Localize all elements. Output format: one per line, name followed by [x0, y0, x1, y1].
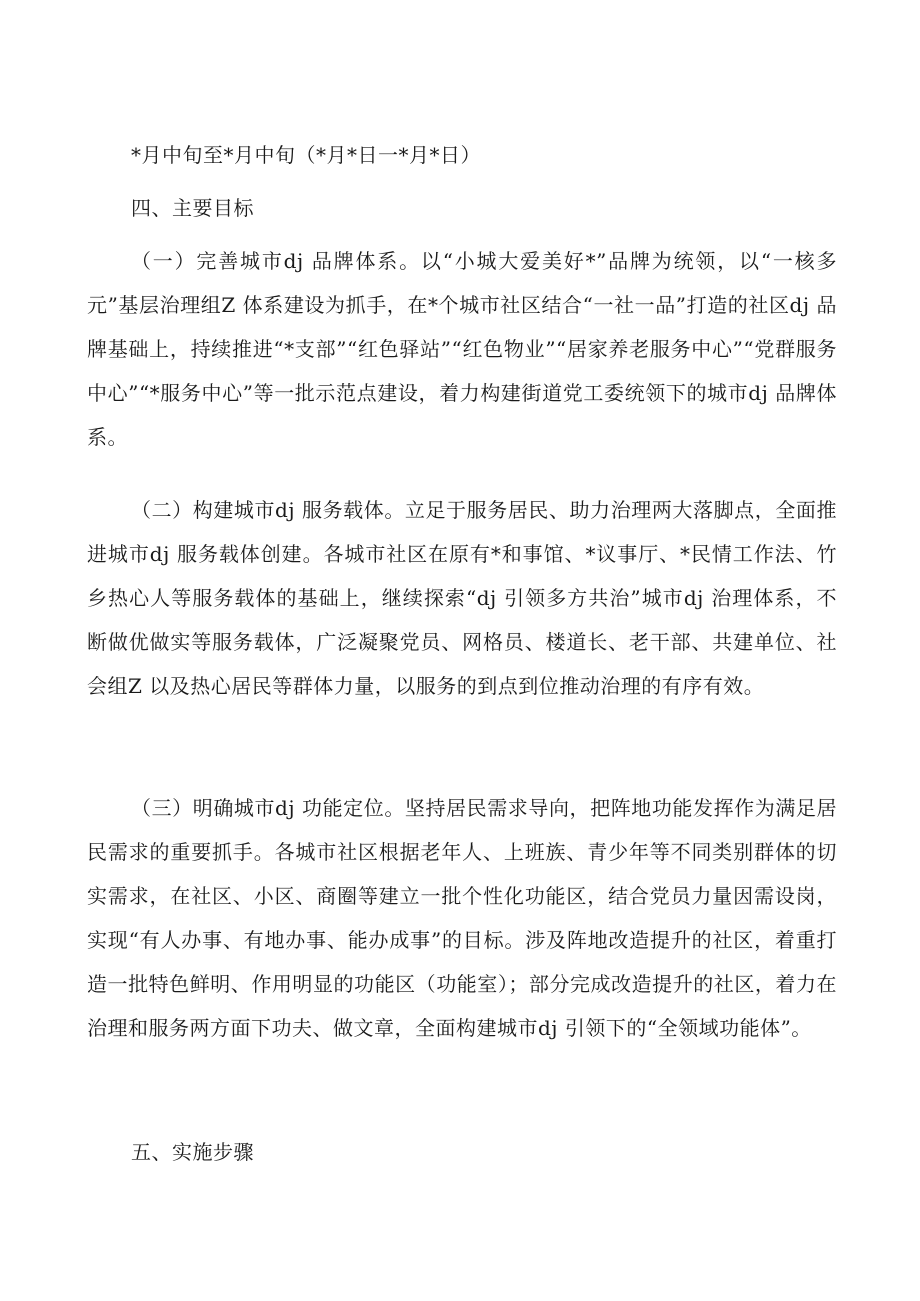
section-heading-implementation-steps: 五、实施步骤	[131, 1140, 254, 1164]
paragraph-service-carrier: （二）构建城市dj 服务载体。立足于服务居民、助力治理两大落脚点，全面推进城市dj 服务载体创建。各城市社区在原有*和事馆、*议事厅、*民情工作法、竹乡热心人等服务载体的基础上，继续探索“dj 引领多方共治”城市dj 治理体系，不断做优做实等服务载体，广泛凝聚党员、网格员、楼道长、老干部、共建单位、社会组Z 以及热心居民等群体力量，以服务的到点到位推动治理的有序有效。	[87, 498, 837, 698]
timeline-line: *月中旬至*月中旬（*月*日一*月*日）	[131, 143, 481, 167]
paragraph-function-positioning: （三）明确城市dj 功能定位。坚持居民需求导向，把阵地功能发挥作为满足居民需求的重要抓手。各城市社区根据老年人、上班族、青少年等不同类别群体的切实需求，在社区、小区、商圈等建立一批个性化功能区，结合党员力量因需设岗，实现“有人办事、有地办事、能办成事”的目标。涉及阵地改造提升的社区，着重打造一批特色鲜明、作用明显的功能区（功能室）；部分完成改造提升的社区，着力在治理和服务两方面下功夫、做文章，全面构建城市dj 引领下的“全领域功能体”。	[87, 796, 837, 1040]
paragraph-brand-system: （一）完善城市dj 品牌体系。以“小城大爱美好*”品牌为统领，以“一核多元”基层治理组Z 体系建设为抓手，在*个城市社区结合“一社一品”打造的社区dj 品牌基础上，持续推进“*支部”“红色驿站”“红色物业”“居家养老服务中心”“党群服务中心”“*服务中心”等一批示范点建设，着力构建街道党工委统领下的城市dj 品牌体系。	[87, 249, 837, 449]
section-heading-main-goals: 四、主要目标	[131, 196, 254, 220]
